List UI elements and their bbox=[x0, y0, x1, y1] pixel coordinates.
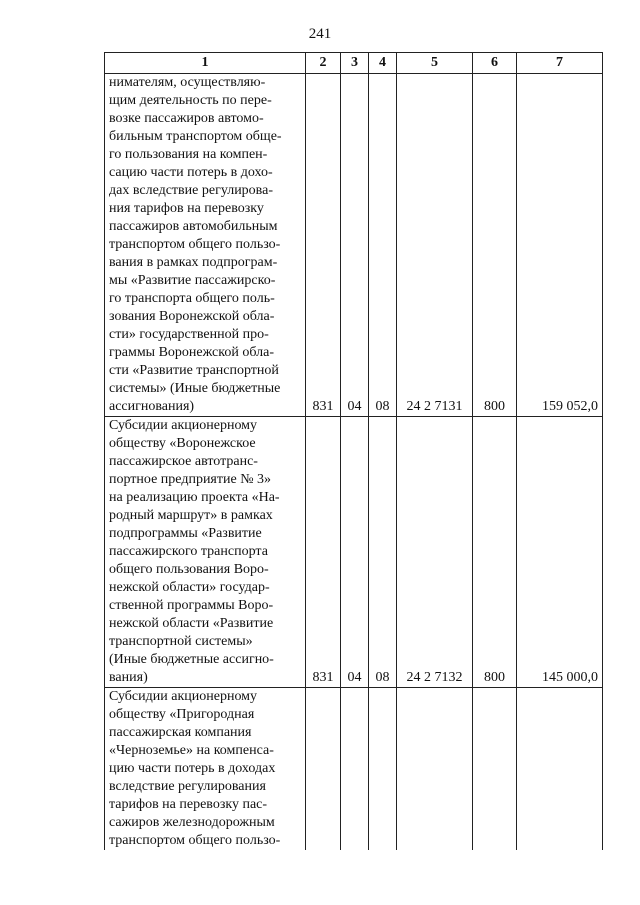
header-col-5: 5 bbox=[397, 53, 473, 74]
description-line: го транспорта общего поль- bbox=[109, 291, 275, 306]
description-line: пассажирского транспорта bbox=[109, 544, 268, 559]
description-line: вследствие регулирования bbox=[109, 779, 266, 794]
description-line: Субсидии акционерному bbox=[109, 689, 258, 704]
subsection-code bbox=[369, 688, 397, 851]
amount: 159 052,0 bbox=[517, 74, 603, 417]
description-line: ственной программы Воро- bbox=[109, 598, 274, 613]
description-line: подпрограммы «Развитие bbox=[109, 526, 262, 541]
target-article-code bbox=[397, 688, 473, 851]
expense-type-code: 800 bbox=[473, 74, 517, 417]
ministry-code: 831 bbox=[306, 417, 341, 688]
description-line: (Иные бюджетные ассигно- bbox=[109, 652, 274, 667]
row-description bbox=[105, 74, 306, 417]
amount: 145 000,0 bbox=[517, 417, 603, 688]
description-line: зования Воронежской обла- bbox=[109, 309, 275, 324]
header-col-1: 1 bbox=[105, 53, 306, 74]
description-line: пассажиров автомобильным bbox=[109, 219, 278, 234]
description-line: ассигнования) bbox=[109, 399, 195, 414]
description-line: родный маршрут» в рамках bbox=[109, 508, 273, 523]
description-line: сти «Развитие транспортной bbox=[109, 363, 279, 378]
description-line: нимателям, осуществляю- bbox=[109, 75, 266, 90]
description-line: вания в рамках подпрограм- bbox=[109, 255, 278, 270]
description-line: цию части потерь в доходах bbox=[109, 761, 276, 776]
header-col-7: 7 bbox=[517, 53, 603, 74]
description-line: мы «Развитие пассажирско- bbox=[109, 273, 276, 288]
description-line: нежской области» государ- bbox=[109, 580, 270, 595]
description-line: щим деятельность по пере- bbox=[109, 93, 272, 108]
description-line: Субсидии акционерному bbox=[109, 418, 258, 433]
row-description bbox=[105, 417, 306, 688]
description-line: ния тарифов на перевозку bbox=[109, 201, 264, 216]
table-row bbox=[105, 417, 603, 688]
ministry-code bbox=[306, 688, 341, 851]
budget-table bbox=[104, 52, 603, 850]
description-line: сажиров железнодорожным bbox=[109, 815, 275, 830]
description-line: сацию части потерь в дохо- bbox=[109, 165, 273, 180]
description-line: системы» (Иные бюджетные bbox=[109, 381, 281, 396]
description-line: транспортом общего пользо- bbox=[109, 833, 281, 848]
table-row bbox=[105, 688, 603, 851]
header-col-2: 2 bbox=[306, 53, 341, 74]
expense-type-code bbox=[473, 688, 517, 851]
section-code bbox=[341, 688, 369, 851]
section-code: 04 bbox=[341, 417, 369, 688]
description-line: «Черноземье» на компенса- bbox=[109, 743, 274, 758]
description-line: портное предприятие № 3» bbox=[109, 472, 272, 487]
description-line: дах вследствие регулирова- bbox=[109, 183, 273, 198]
description-line: общего пользования Воро- bbox=[109, 562, 269, 577]
ministry-code: 831 bbox=[306, 74, 341, 417]
target-article-code: 24 2 7131 bbox=[397, 74, 473, 417]
subsection-code: 08 bbox=[369, 74, 397, 417]
description-line: пассажирская компания bbox=[109, 725, 252, 740]
description-line: тарифов на перевозку пас- bbox=[109, 797, 268, 812]
header-col-4: 4 bbox=[369, 53, 397, 74]
description-line: нежской области «Развитие bbox=[109, 616, 274, 631]
table-row bbox=[105, 74, 603, 417]
subsection-code: 08 bbox=[369, 417, 397, 688]
description-line: транспортной системы» bbox=[109, 634, 253, 649]
description-line: обществу «Воронежское bbox=[109, 436, 256, 451]
description-line: пассажирское автотранс- bbox=[109, 454, 258, 469]
description-line: граммы Воронежской обла- bbox=[109, 345, 274, 360]
header-row bbox=[105, 53, 603, 74]
expense-type-code: 800 bbox=[473, 417, 517, 688]
description-line: бильным транспортом обще- bbox=[109, 129, 282, 144]
description-line: обществу «Пригородная bbox=[109, 707, 255, 722]
header-col-3: 3 bbox=[341, 53, 369, 74]
description-line: транспортом общего пользо- bbox=[109, 237, 281, 252]
section-code: 04 bbox=[341, 74, 369, 417]
description-line: сти» государственной про- bbox=[109, 327, 269, 342]
description-line: вания) bbox=[109, 670, 148, 685]
amount bbox=[517, 688, 603, 851]
description-line: возке пассажиров автомо- bbox=[109, 111, 264, 126]
description-line: на реализацию проекта «На- bbox=[109, 490, 280, 505]
row-description bbox=[105, 688, 306, 851]
page-number: 241 bbox=[308, 26, 332, 42]
target-article-code: 24 2 7132 bbox=[397, 417, 473, 688]
header-col-6: 6 bbox=[473, 53, 517, 74]
description-line: го пользования на компен- bbox=[109, 147, 268, 162]
